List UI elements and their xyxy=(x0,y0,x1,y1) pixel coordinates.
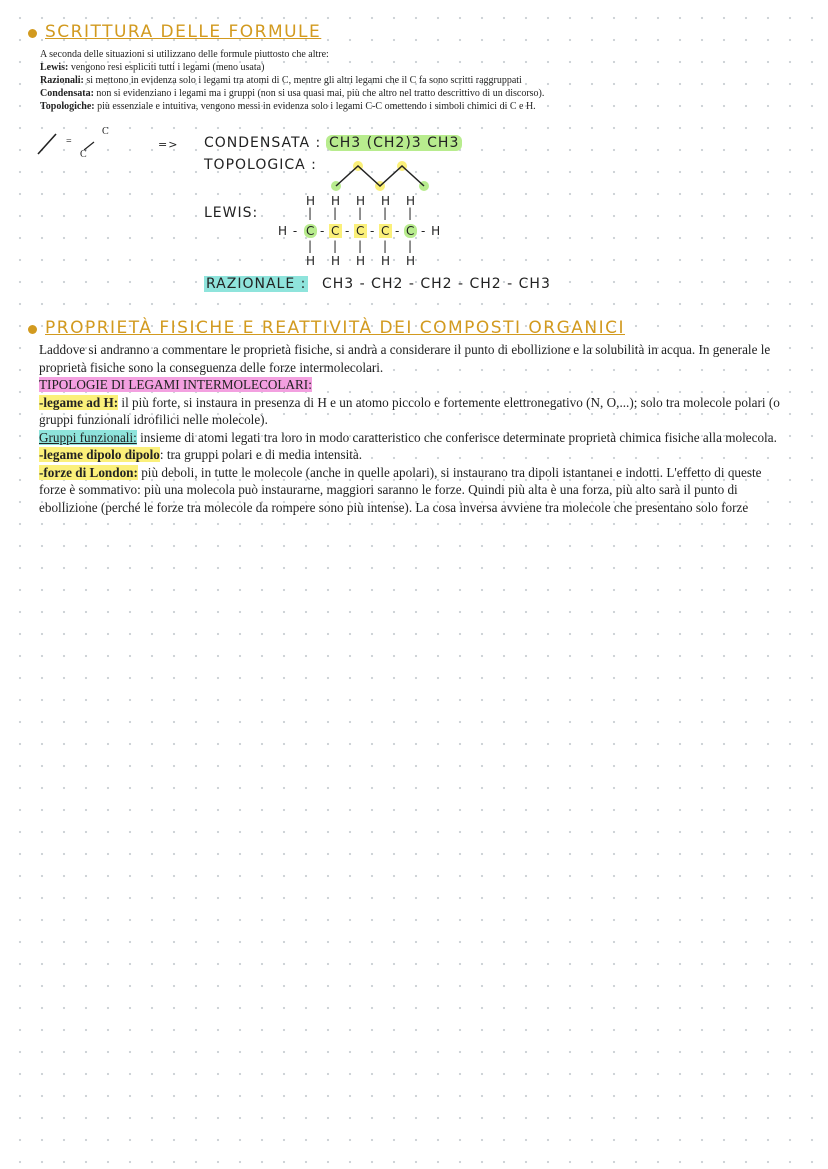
topologica-label: TOPOLOGICA : xyxy=(204,157,317,173)
arrow-icon: => xyxy=(158,138,179,151)
functional-groups-item: Gruppi funzionali: insieme di atomi legati tra loro in modo caratteristico che conferisce determinate proprietà chimica fisiche alla molecola. xyxy=(39,429,777,445)
sketch-equals: = xyxy=(66,136,72,147)
bullet-icon xyxy=(28,325,37,334)
condensata-formula: CH3 (CH2)3 CH3 xyxy=(326,135,462,151)
dipole-item: -legame dipolo dipolo: tra gruppi polari e di media intensità. xyxy=(39,447,363,462)
sketch-c1: C xyxy=(80,149,87,160)
sketch-c2: C xyxy=(102,126,109,137)
section2-heading xyxy=(28,318,625,338)
formula-types-list xyxy=(40,48,800,113)
section1-title: SCRITTURA DELLE FORMULE xyxy=(45,22,322,42)
section1-heading xyxy=(28,22,321,42)
item-topologiche: Topologiche: più essenziale e intuitiva, vengono messi in evidenza solo i legami C-C omettendo i simboli chimici di C e H. xyxy=(40,101,536,112)
formula-intro: A seconda delle situazioni si utilizzano delle formule piuttosto che altre: xyxy=(40,49,329,60)
london-item: -forze di London: più deboli, in tutte le molecole (anche in quelle apolari), si instaurano tra dipoli istantanei e indotti. L'effetto di queste forze è sommativo: più una molecola può instaurarne, maggiori saranno le forze. Quindi più alta è una forza, più alto sarà il punto di ebollizione (perché le forze tra molecole da rompere sono più intense). La cosa inversa avviene tra molecole che presentano solo forze xyxy=(39,464,762,515)
topological-structure xyxy=(326,158,436,192)
condensata-label: CONDENSATA : xyxy=(204,135,322,151)
lewis-structure: H H H H H | | | | | H - C - C - C - C - C - H | | | | | H H H H H xyxy=(278,194,442,268)
razionale-formula: CH3 - CH2 - CH2 - CH2 - CH3 xyxy=(322,276,551,292)
h-bond-item: -legame ad H: il più forte, si instaura in presenza di H e un atomo piccolo e fortemente elettronegativo (N, O,...); solo tra molecole polari (o gruppi funzionali idrofilici nelle molecole). xyxy=(39,394,780,427)
razionale-label: RAZIONALE : xyxy=(206,276,307,292)
bullet-icon xyxy=(28,29,37,38)
properties-paragraph: Laddove si andranno a commentare le proprietà fisiche, si andrà a considerare il punto di ebollizione e la solubilità in acqua. In generale le proprietà fisiche sono la conseguenza delle forze intermolecolari. xyxy=(39,342,771,375)
section2-title: PROPRIETÀ FISICHE E REATTIVITÀ DEI COMPOSTI ORGANICI xyxy=(45,318,625,338)
section2-body xyxy=(39,341,783,516)
item-lewis: Lewis: vengono resi espliciti tutti i legami (meno usata) xyxy=(40,62,265,73)
item-condensata: Condensata: non si evidenziano i legami ma i gruppi (non si usa quasi mai, più che altro nel tratto descrittivo di un discorso). xyxy=(40,88,545,99)
types-title: TIPOLOGIE DI LEGAMI INTERMOLECOLARI: xyxy=(39,377,312,392)
item-razionali: Razionali: si mettono in evidenza solo i legami tra atomi di C, mentre gli altri legami che il C fa sono scritti raggruppati xyxy=(40,75,522,86)
lewis-label: LEWIS: xyxy=(204,205,259,221)
skeleton-sketch xyxy=(34,124,124,168)
